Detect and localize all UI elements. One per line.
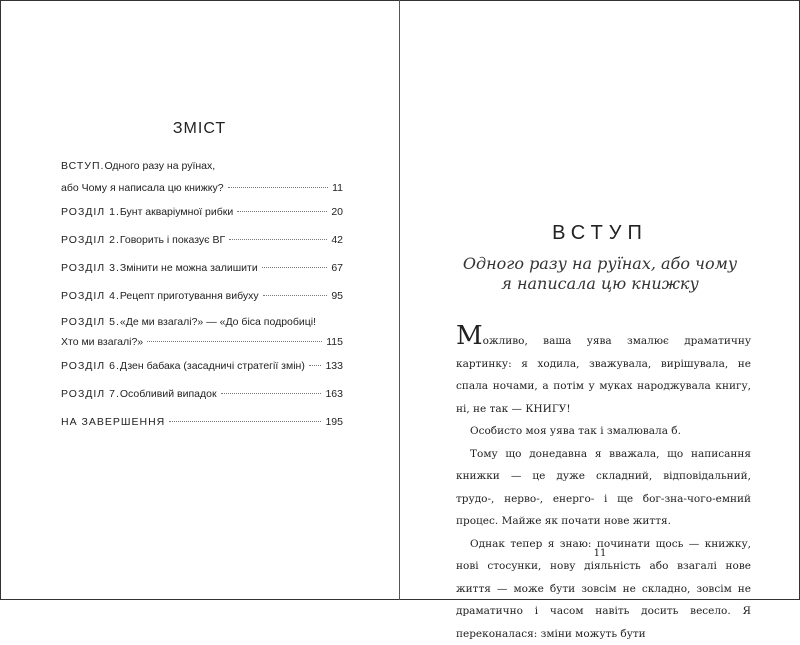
- toc-leader-dots: [228, 187, 328, 188]
- toc-leader-dots: [309, 365, 322, 366]
- chapter-title: ВСТУП: [400, 222, 800, 245]
- toc-page-number: 163: [325, 388, 343, 400]
- chapter-body: [456, 325, 751, 645]
- chapter-subtitle: [400, 254, 800, 294]
- toc-entry-label: РОЗДІЛ 7.: [61, 388, 120, 400]
- chapter-subtitle-line-1: Одного разу на руїнах, або чому: [400, 254, 800, 274]
- drop-cap: М: [456, 321, 483, 351]
- toc-entry-text-cont: Хто ми взагалі?»: [61, 336, 143, 348]
- paragraph-2: Особисто моя уява так і змалювала б.: [456, 420, 751, 443]
- paragraph-3: Тому що донедавна я вважала, що написання книжки — це дуже складний, відповідальний, трудо-, нерво-, енерго- і ще бог-зна-чого-емний процес. Майже як почати нове життя.: [456, 443, 751, 533]
- toc-page-number: 67: [331, 262, 343, 274]
- toc-leader-dots: [237, 211, 327, 212]
- toc-entry-conclusion[interactable]: [61, 416, 343, 428]
- toc-entry-chapter-6[interactable]: [61, 360, 343, 372]
- toc-page-number: 133: [325, 360, 343, 372]
- toc-leader-dots: [221, 393, 322, 394]
- paragraph-1: [456, 325, 751, 420]
- toc-entry-text: Одного разу на руїнах,: [104, 160, 215, 172]
- table-of-contents: [61, 160, 343, 428]
- toc-page-number: 95: [331, 290, 343, 302]
- toc-page-number: 195: [325, 416, 343, 428]
- toc-leader-dots: [147, 341, 322, 342]
- paragraph-4: Однак тепер я знаю: починати щось — книжку, нові стосунки, нову діяльність або взагалі нове життя — може бути зовсім не складно, зовсім не драматично і часом навіть досить весело. Я переконалася: зміни можуть бути: [456, 533, 751, 645]
- toc-entry-label: РОЗДІЛ 1.: [61, 206, 120, 218]
- toc-entry-label: РОЗДІЛ 4.: [61, 290, 120, 302]
- toc-title: ЗМІСТ: [0, 120, 399, 138]
- toc-entry-label: РОЗДІЛ 3.: [61, 262, 120, 274]
- toc-entry-chapter-3[interactable]: [61, 262, 343, 274]
- paragraph-1-text: ожливо, ваша уява змалює драматичну картинку: я ходила, зважувала, вирішувала, не спала ночами, а потім у муках народжувала книгу, ні, не так — КНИГУ!: [456, 335, 751, 415]
- toc-leader-dots: [169, 421, 321, 422]
- toc-entry-chapter-5[interactable]: [61, 316, 343, 348]
- toc-entry-label: РОЗДІЛ 6.: [61, 360, 120, 372]
- toc-entry-label: НА ЗАВЕРШЕННЯ: [61, 416, 165, 428]
- toc-entry-text: Говорить і показує ВГ: [120, 234, 225, 246]
- toc-page-number: 42: [331, 234, 343, 246]
- toc-leader-dots: [229, 239, 327, 240]
- toc-entry-text: «Де ми взагалі?» — «До біса подробиці!: [120, 316, 316, 328]
- toc-entry-text: Рецепт приготування вибуху: [120, 290, 259, 302]
- toc-entry-chapter-7[interactable]: [61, 388, 343, 400]
- toc-leader-dots: [263, 295, 328, 296]
- toc-page-number: 20: [331, 206, 343, 218]
- toc-entry-text-cont: або Чому я написала цю книжку?: [61, 182, 224, 194]
- toc-entry-chapter-1[interactable]: [61, 206, 343, 218]
- toc-entry-text: Бунт акваріумної рибки: [120, 206, 233, 218]
- toc-entry-chapter-2[interactable]: [61, 234, 343, 246]
- toc-leader-dots: [262, 267, 328, 268]
- toc-entry-chapter-4[interactable]: [61, 290, 343, 302]
- toc-entry-label: ВСТУП.: [61, 160, 104, 172]
- toc-entry-label: РОЗДІЛ 5.: [61, 316, 120, 328]
- page-gutter: [399, 0, 400, 600]
- toc-page-number: 115: [326, 336, 343, 348]
- page-number: 11: [400, 548, 800, 559]
- toc-entry-text: Дзен бабака (засадничі стратегії змін): [120, 360, 305, 372]
- toc-entry-text: Особливий випадок: [120, 388, 217, 400]
- toc-page-number: 11: [332, 182, 343, 194]
- chapter-subtitle-line-2: я написала цю книжку: [400, 274, 800, 294]
- toc-entry-intro[interactable]: [61, 160, 343, 194]
- toc-entry-label: РОЗДІЛ 2.: [61, 234, 120, 246]
- toc-entry-text: Змінити не можна залишити: [120, 262, 258, 274]
